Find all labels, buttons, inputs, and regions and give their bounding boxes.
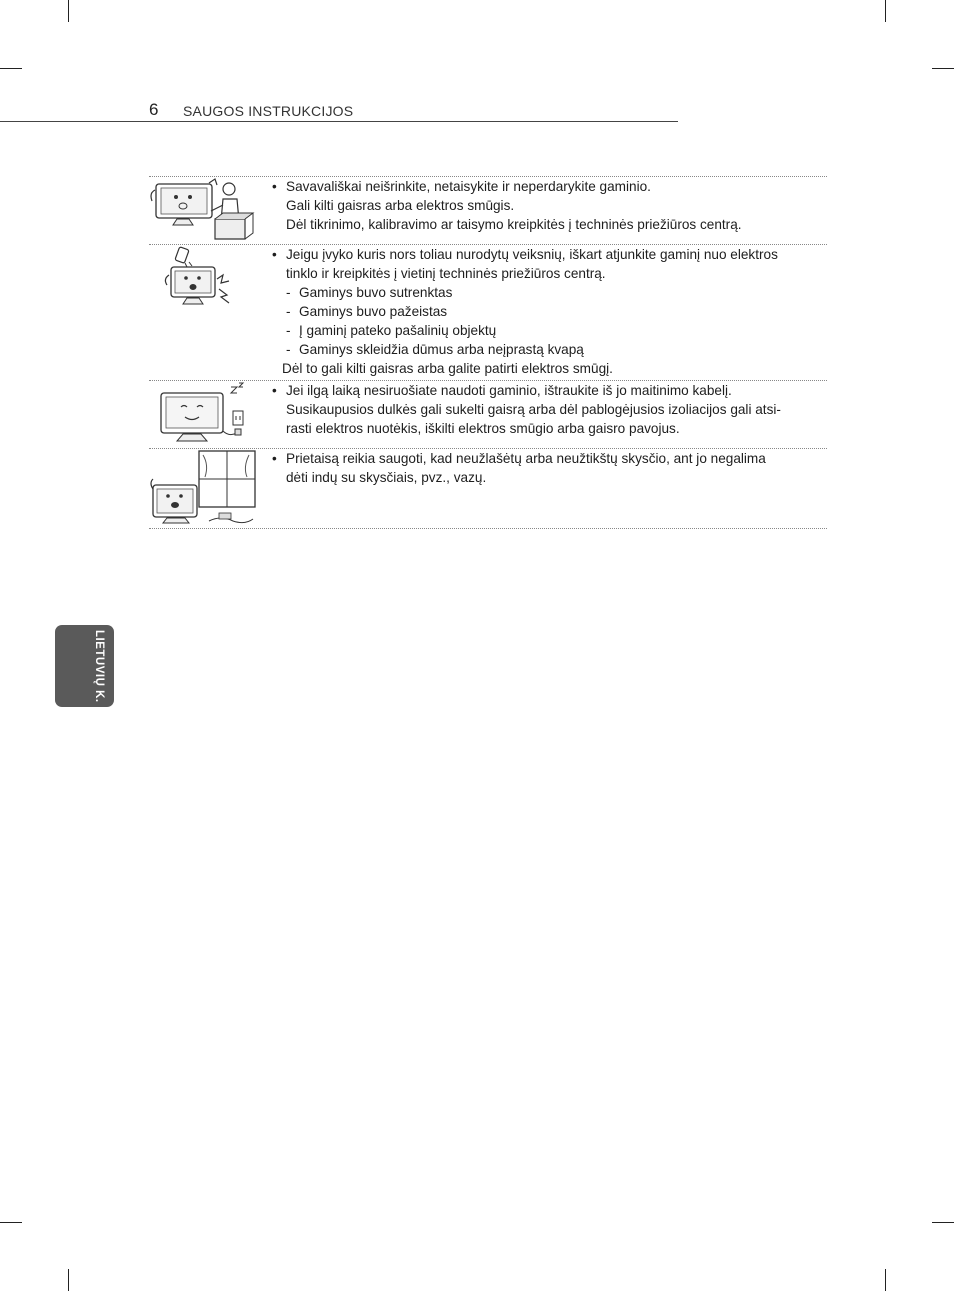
instruction-text (272, 245, 827, 378)
bullet-icon: • (272, 383, 277, 398)
sub-item: - Gaminys skleidžia dūmus arba neįprastą kvapą (286, 342, 584, 357)
section-title: SAUGOS INSTRUKCIJOS (183, 103, 354, 119)
instruction-line: dėti indų su skysčiais, pvz., vazų. (286, 470, 487, 485)
instruction-text (272, 177, 827, 234)
bullet-item: • Prietaisą reikia saugoti, kad neužlašėtų arba neužtikštų skysčio, ant jo negalima (272, 451, 766, 466)
page-header (149, 100, 827, 122)
instructions-table (149, 176, 827, 529)
sub-item: - Gaminys buvo sutrenktas (286, 285, 453, 300)
bullet-icon: • (272, 179, 277, 194)
instruction-line: Gali kilti gaisras arba elektros smūgis. (286, 198, 515, 213)
instruction-line: Dėl tikrinimo, kalibravimo ar taisymo kreipkitės į techninės priežiūros centrą. (286, 217, 742, 232)
crop-mark (68, 0, 69, 22)
tv-damaged-illustration (149, 245, 264, 385)
tv-liquid-illustration (149, 449, 264, 533)
crop-mark (932, 68, 954, 69)
bullet-icon: • (272, 247, 277, 262)
instruction-line: rasti elektros nuotėkis, iškilti elektros smūgio arba gaisro pavojus. (286, 421, 680, 436)
tv-unplug-illustration (149, 381, 264, 453)
crop-mark (68, 1269, 69, 1291)
sub-item: - Gaminys buvo pažeistas (286, 304, 448, 319)
instruction-row (149, 244, 827, 380)
instruction-text (272, 381, 827, 438)
instruction-line: Susikaupusios dulkės gali sukelti gaisrą arba dėl pablogėjusios izoliacijos gali atsi- (286, 402, 781, 417)
tv-disassembly-illustration (149, 177, 264, 249)
crop-mark (885, 0, 886, 22)
bullet-icon: • (272, 451, 277, 466)
instruction-row (149, 448, 827, 529)
sub-item: - Į gaminį pateko pašalinių objektų (286, 323, 497, 338)
language-label: LIETUVIŲ K. (93, 630, 105, 703)
crop-mark (0, 68, 22, 69)
instruction-line: tinklo ir kreipkitės į vietinį techninės priežiūros centrą. (286, 266, 606, 281)
crop-mark (932, 1222, 954, 1223)
crop-mark (0, 1222, 22, 1223)
crop-mark (885, 1269, 886, 1291)
language-side-tab (55, 625, 114, 707)
instruction-row (149, 380, 827, 448)
instruction-text (272, 449, 827, 487)
bullet-item: • Savavališkai neišrinkite, netaisykite ir neperdarykite gaminio. (272, 179, 651, 194)
instruction-footer: Dėl to gali kilti gaisras arba galite patirti elektros smūgį. (282, 361, 613, 376)
page-number: 6 (149, 100, 159, 119)
instruction-row (149, 176, 827, 244)
bullet-item: • Jei ilgą laiką nesiruošiate naudoti gaminio, ištraukite iš jo maitinimo kabelį. (272, 383, 732, 398)
bullet-item: • Jeigu įvyko kuris nors toliau nurodytų veiksnių, iškart atjunkite gaminį nuo elektros (272, 247, 778, 262)
header-rule (0, 121, 678, 122)
